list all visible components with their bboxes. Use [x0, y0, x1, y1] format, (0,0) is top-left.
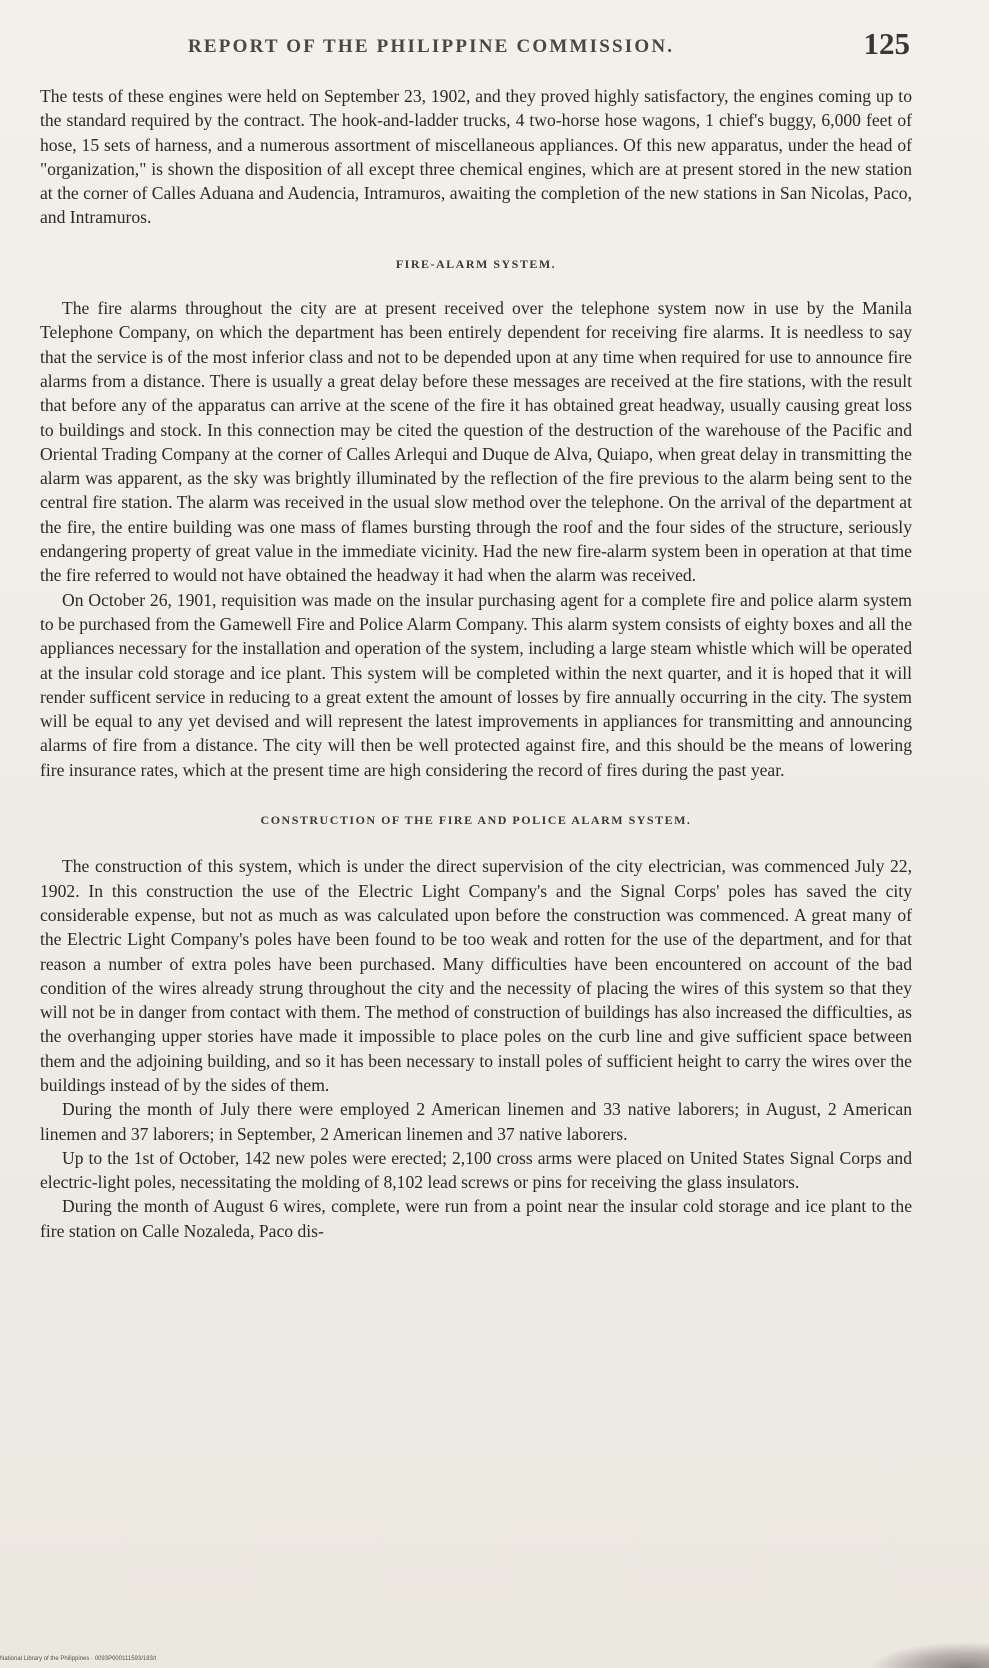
scan-corner-shadow: [869, 1642, 989, 1668]
paragraph: On October 26, 1901, requisition was made on the insular purchasing agent for a complete fire and police alarm system to be purchased from the Gamewell Fire and Police Alarm Company. This alarm system consists of eighty boxes and all the appliances necessary for the installation and operation of the system, including a large steam whistle which will be operated at the insular cold storage and ice plant. This system will be completed within the next quarter, and it is hoped that it will render sufficent service in reducing to a great extent the amount of losses by fire annually occurring in the city. The system will be equal to any yet devised and will represent the latest improvements in appliances for transmitting and announcing alarms of fire from a distance. The city will then be well protected against fire, and this should be the means of lowering fire insurance rates, which at the present time are high considering the record of fires during the past year.: [40, 589, 912, 780]
page-number: 125: [863, 26, 910, 61]
scan-footer-note: National Library of the Philippines · 0093P000111593/183/t: [0, 1656, 157, 1662]
page-header: [60, 26, 910, 66]
section-heading-fire-alarm: FIRE-ALARM SYSTEM.: [395, 256, 557, 271]
paragraph: The fire alarms throughout the city are at present received over the telephone system now in use by the Manila Telephone Company, on which the department has been entirely dependent for receiving fire alarms. It is needless to say that the service is of the most inferior class and not to be depended upon at any time when required for use to announce fire alarms from a distance. There is usually a great delay before these messages are received at the fire stations, with the result that before any of the apparatus can arrive at the scene of the fire it has obtained great headway, usually causing great loss to buildings and stock. In this connection may be cited the question of the destruction of the warehouse of the Pacific and Oriental Trading Company at the corner of Calles Arlequi and Duque de Alva, Quiapo, when great delay in transmitting the alarm was apparent, as the sky was brightly illuminated by the reflection of the fire previous to the alarm being sent to the central fire station. The alarm was received in the usual slow method over the telephone. On the arrival of the department at the fire, the entire building was one mass of flames bursting through the roof and the four sides of the structure, seriously endangering property of great value in the immediate vicinity. Had the new fire-alarm system been in operation at that time the fire referred to would not have obtained the headway it had when the alarm was received.: [40, 298, 912, 586]
section-heading-construction: CONSTRUCTION OF THE FIRE AND POLICE ALARM SYSTEM.: [260, 813, 692, 828]
paragraph: The construction of this system, which is under the direct supervision of the city electrician, was commenced July 22, 1902. In this construction the use of the Electric Light Company's and the Signal Corps' poles has saved the city considerable expense, but not as much as was calculated upon before the construction was commenced. A great many of the Electric Light Company's poles have been found to be too weak and rotten for the use of the department, and for that reason a number of extra poles have been purchased. Many difficulties have been encountered on account of the bad condition of the wires already strung throughout the city and the necessity of placing the wires of this system so that they will not be in danger from contact with them. The method of construction of buildings has also increased the difficulties, as the overhanging upper stories have made it impossible to place poles on the curb line and give sufficient space between them and the adjoining building, and so it has been necessary to install poles of sufficient height to carry the wires over the buildings instead of by the sides of them.: [40, 856, 912, 1095]
running-title: REPORT OF THE PHILIPPINE COMMISSION.: [188, 36, 675, 57]
body-text: [40, 84, 912, 1243]
paragraph: Up to the 1st of October, 142 new poles were erected; 2,100 cross arms were placed on United States Signal Corps and electric-light poles, necessitating the molding of 8,102 lead screws or pins for receiving the glass insulators.: [40, 1147, 912, 1193]
paragraph-intro: The tests of these engines were held on September 23, 1902, and they proved highly satisfactory, the engines coming up to the standard required by the contract. The hook-and-ladder trucks, 4 two-horse hose wagons, 1 chief's buggy, 6,000 feet of hose, 15 sets of harness, and a numerous assortment of miscellaneous appliances. Of this new apparatus, under the head of "organization," is shown the disposition of all except three chemical engines, which are at present stored in the new station at the corner of Calles Aduana and Audencia, Intramuros, awaiting the completion of the new stations in San Nicolas, Paco, and Intramuros.: [40, 86, 912, 228]
paragraph: During the month of July there were employed 2 American linemen and 33 native laborers; in August, 2 American linemen and 37 laborers; in September, 2 American linemen and 37 native laborers.: [40, 1099, 912, 1144]
paragraph: During the month of August 6 wires, complete, were run from a point near the insular cold storage and ice plant to the fire station on Calle Nozaleda, Paco dis-: [40, 1196, 912, 1241]
